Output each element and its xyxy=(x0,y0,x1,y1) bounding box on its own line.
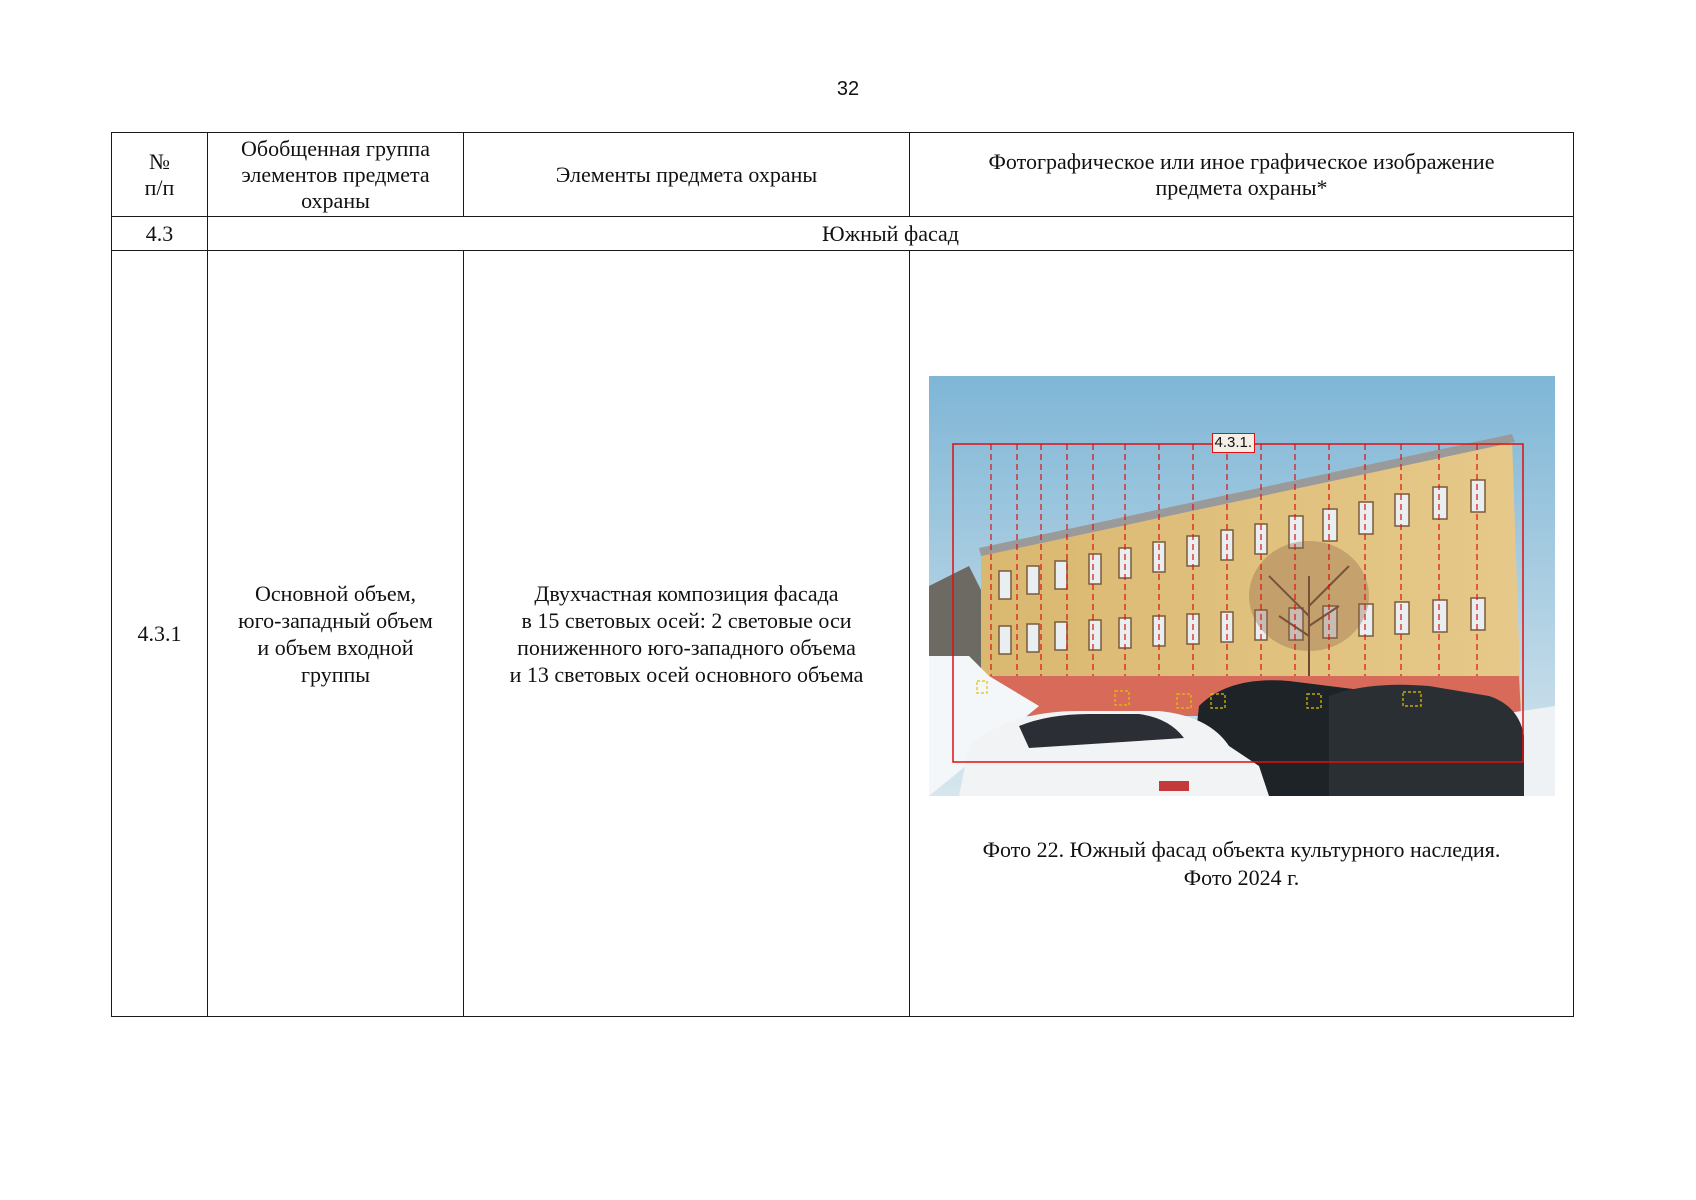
row-group-line: Основной объем, xyxy=(254,580,417,606)
photo-caption xyxy=(916,836,1567,892)
header-number xyxy=(112,133,208,217)
header-image xyxy=(910,133,1574,217)
header-image-line: Фотографическое или иное графическое изображение xyxy=(988,148,1495,174)
section-row xyxy=(112,217,1574,251)
facade-photo xyxy=(929,376,1555,796)
header-number-line: № xyxy=(149,148,170,174)
row-number: 4.3.1 xyxy=(112,251,208,1017)
row-group-line: юго-западный объем xyxy=(238,607,433,633)
section-number: 4.3 xyxy=(112,217,208,251)
photo-annotation-label: 4.3.1. xyxy=(1212,433,1256,453)
row-group-line: группы xyxy=(300,661,371,687)
row-elements-line: в 15 световых осей: 2 световые оси xyxy=(521,607,852,633)
header-group-line: элементов предмета xyxy=(241,161,430,187)
row-elements xyxy=(464,251,910,1017)
row-elements-line: Двухчастная композиция фасада xyxy=(534,580,839,606)
photo-caption-line: Фото 2024 г. xyxy=(1183,864,1300,890)
row-group xyxy=(208,251,464,1017)
table-header-row xyxy=(112,133,1574,217)
table-row xyxy=(112,251,1574,1017)
header-group-line: Обобщенная группа xyxy=(241,135,430,161)
protection-table xyxy=(111,132,1574,1017)
header-group xyxy=(208,133,464,217)
page-number: 32 xyxy=(836,78,860,100)
section-title: Южный фасад xyxy=(208,217,1574,251)
header-group-line: охраны xyxy=(301,187,370,213)
row-elements-line: и 13 световых осей основного объема xyxy=(509,661,864,687)
header-elements: Элементы предмета охраны xyxy=(464,133,910,217)
photo-caption-line: Фото 22. Южный фасад объекта культурного наследия. xyxy=(982,836,1501,862)
header-number-line: п/п xyxy=(144,174,175,200)
row-group-line: и объем входной xyxy=(257,634,414,660)
row-elements-line: пониженного юго-западного объема xyxy=(517,634,856,660)
header-image-line: предмета охраны* xyxy=(1155,174,1328,200)
row-image-cell xyxy=(910,251,1574,1017)
